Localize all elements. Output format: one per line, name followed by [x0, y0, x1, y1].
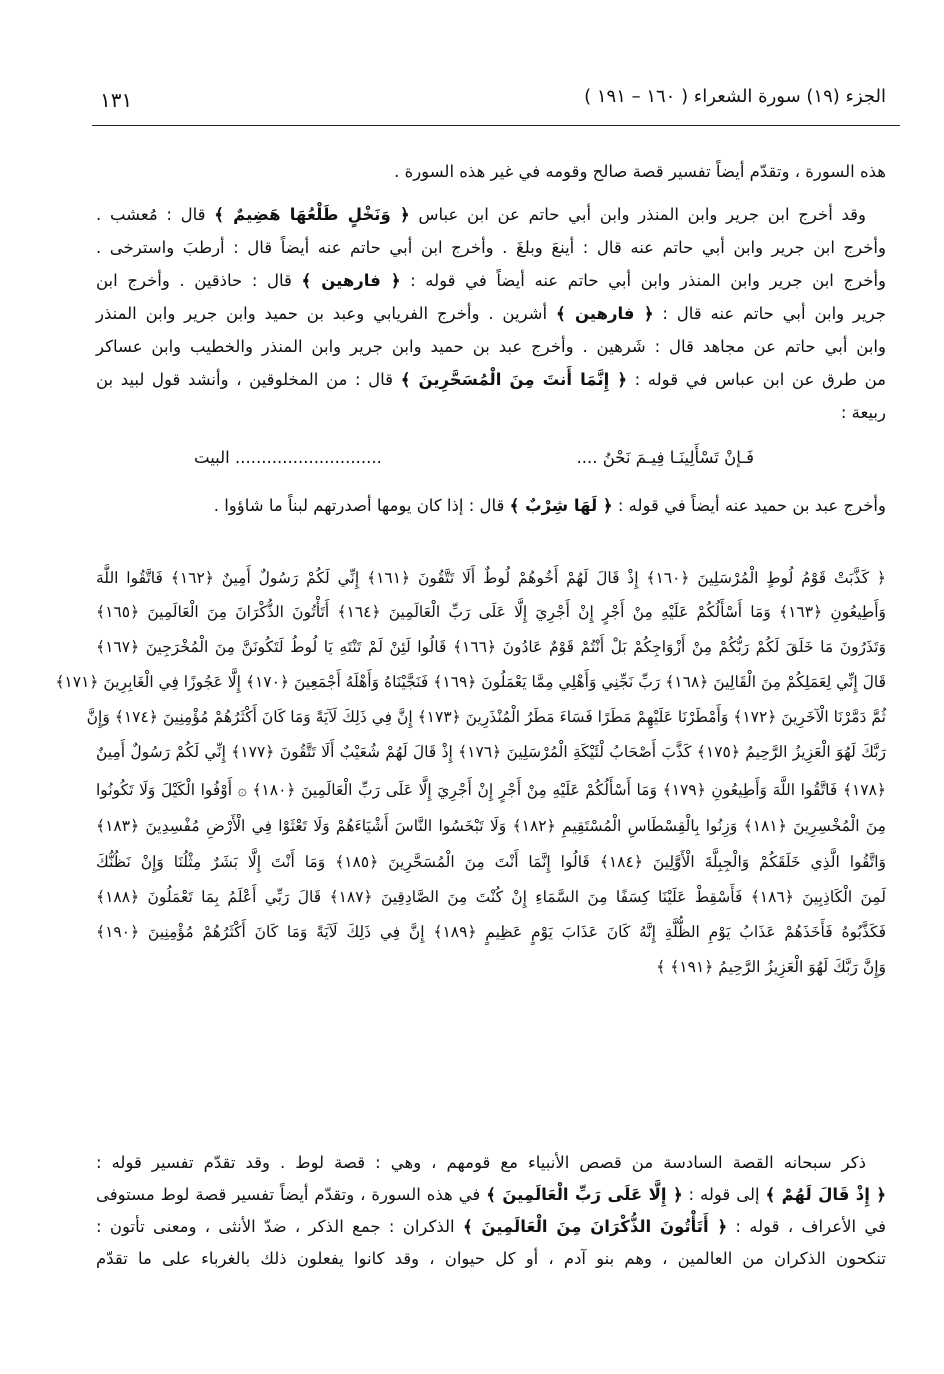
text-segment: من طرق عن ابن عباس في قوله :	[627, 370, 887, 389]
prose-bottom-line	[96, 1212, 886, 1242]
prose-bottom-line	[96, 1148, 866, 1178]
text-segment: وابن أبي حاتم عن مجاهد قال : شَرهين . وأخرج عبد بن حميد وابن جرير وابن المنذر والخطيب وابن عساكر	[96, 337, 886, 356]
quran-line	[55, 667, 886, 697]
quran-line	[96, 952, 886, 982]
prose-bottom-line	[96, 1180, 886, 1210]
quoted-verse: ﴿ فارهين ﴾	[301, 271, 401, 290]
text-segment: وَإِنَّ رَبَّكَ لَهُوَ الْعَزِيزُ الرَّحِيمُ ﴿١٩١﴾ ﴾	[656, 958, 886, 976]
text-segment: لَمِنَ الْكَاذِبِينَ ﴿١٨٦﴾ فَأَسْقِطْ عَلَيْنَا كِسَفًا مِنَ السَّمَاءِ إِنْ كُنْتَ مِنَ الصَّادِقِينَ ﴿١٨٧﴾ قَالَ رَبِّي أَعْلَمُ بِمَا تَعْمَلُونَ ﴿١٨٨﴾	[96, 888, 886, 906]
prose-top-line	[96, 398, 886, 428]
text-segment: قَالَ إِنِّي لِعَمَلِكُمْ مِنَ الْقَالِينَ ﴿١٦٨﴾ رَبِّ نَجِّنِي وَأَهْلِي مِمَّا يَعْمَلُونَ ﴿١٦٩﴾ فَنَجَّيْنَاهُ وَأَهْلَهُ أَجْمَعِينَ ﴿١٧٠﴾ إِلَّا عَجُوزًا فِي الْغَابِرِينَ ﴿١٧١﴾	[55, 673, 886, 691]
running-title: الجزء (١٩) سورة الشعراء ( ١٦٠ – ١٩١ )	[584, 86, 886, 107]
text-segment: قال : من المخلوقين ، وأنشد قول لبيد بن	[96, 370, 401, 389]
prose-top-line	[96, 332, 886, 362]
quoted-verse: ﴿ أَتَأْتُونَ الذُّكْرَانَ مِنَ الْعَالَمِينَ ﴾	[462, 1217, 728, 1236]
prose-top-line	[96, 266, 886, 296]
quoted-verse: ﴿ إِنَّمَا أَنتَ مِنَ الْمُسَحَّرِينَ ﴾	[400, 370, 628, 389]
prose-mid-line	[96, 491, 886, 521]
quran-line	[96, 737, 886, 767]
quoted-verse: ﴿ إِلَّا عَلَى رَبِّ الْعَالَمِينَ ﴾	[486, 1185, 683, 1204]
text-segment: ثُمَّ دَمَّرْنَا الْآخَرِينَ ﴿١٧٢﴾ وَأَمْطَرْنَا عَلَيْهِمْ مَطَرًا فَسَاءَ مَطَرُ الْمُنْذَرِينَ ﴿١٧٣﴾ إِنَّ فِي ذَلِكَ لَآيَةً وَمَا كَانَ أَكْثَرُهُمْ مُؤْمِنِينَ ﴿١٧٤﴾ وَإِنَّ	[86, 708, 886, 726]
quran-line	[96, 811, 886, 841]
prose-top-line	[96, 299, 886, 329]
prose-top-line	[96, 365, 886, 395]
poetry-verse	[194, 448, 754, 467]
quoted-verse: ﴿ فارهين ﴾	[555, 304, 654, 323]
page-number: ١٣١	[100, 88, 133, 112]
text-segment: قال : إذا كان يومها أصدرتهم لبناً ما شاؤوا .	[213, 496, 510, 515]
text-segment: ﴿١٧٨﴾ فَاتَّقُوا اللَّهَ وَأَطِيعُونِ ﴿١٧٩﴾ وَمَا أَسْأَلُكُمْ عَلَيْهِ مِنْ أَجْرٍ إِنْ أَجْرِيَ إِلَّا عَلَى رَبِّ الْعَالَمِينَ ﴿١٨٠﴾ ۞ أَوْفُوا الْكَيْلَ وَلَا تَكُونُوا	[96, 781, 887, 799]
text-segment: وَاتَّقُوا الَّذِي خَلَقَكُمْ وَالْجِبِلَّةَ الْأَوَّلِينَ ﴿١٨٤﴾ قَالُوا إِنَّمَا أَنْتَ مِنَ الْمُسَحَّرِينَ ﴿١٨٥﴾ وَمَا أَنْتَ إِلَّا بَشَرٌ مِثْلُنَا وَإِنْ نَظُنُّكَ	[96, 853, 886, 871]
quran-line	[86, 702, 886, 732]
text-segment: ربيعة :	[840, 403, 886, 422]
prose-top-line	[96, 157, 886, 187]
text-segment: فَكَذَّبُوهُ فَأَخَذَهُمْ عَذَابُ يَوْمِ الظُّلَّةِ إِنَّهُ كَانَ عَذَابَ يَوْمٍ عَظِيمٍ ﴿١٨٩﴾ إِنَّ فِي ذَلِكَ لَآيَةً وَمَا كَانَ أَكْثَرُهُمْ مُؤْمِنِينَ ﴿١٩٠﴾	[96, 923, 886, 941]
text-segment: تنكحون الذكران من العالمين ، وهم بنو آدم ، أو كل حيوان ، وقد كانوا يفعلون ذلك بالغرباء على ما تقدّم	[96, 1249, 886, 1268]
quoted-verse: ﴿ وَنَخْلٍ طَلْعُهَا هَضِيمٌ ﴾	[214, 205, 410, 224]
quran-line	[96, 597, 886, 627]
text-segment: وأخرج ابن جرير وابن المنذر وابن أبي حاتم عنه أيضاً في قوله :	[400, 271, 886, 290]
text-segment: الذكران : جمع الذكر ، ضدّ الأنثى ، ومعنى تأتون :	[96, 1217, 463, 1236]
text-segment: في هذه السورة ، وتقدّم أيضاً تفسير قصة لوط مستوفى	[96, 1185, 487, 1204]
text-segment: ﴿ كَذَّبَتْ قَوْمُ لُوطٍ الْمُرْسَلِينَ ﴿١٦٠﴾ إِذْ قَالَ لَهُمْ أَخُوهُمْ لُوطٌ أَلَا تَتَّقُونَ ﴿١٦١﴾ إِنِّي لَكُمْ رَسُولٌ أَمِينٌ ﴿١٦٢﴾ فَاتَّقُوا اللَّهَ	[96, 569, 886, 587]
text-segment: قال : مُعشب .	[96, 205, 215, 224]
quran-line	[96, 917, 886, 947]
quran-line	[96, 632, 886, 662]
text-segment: وأخرج عبد بن حميد عنه أيضاً في قوله :	[612, 496, 886, 515]
verse-first-hemistich: فَـإنْ تَسْأَلِينَـا فِيـمَ نَحْنُ ....	[576, 448, 754, 467]
quran-line	[96, 775, 886, 805]
quran-line	[96, 563, 886, 593]
text-segment: في الأعراف ، قوله :	[727, 1217, 886, 1236]
text-segment: وَأَطِيعُونِ ﴿١٦٣﴾ وَمَا أَسْأَلُكُمْ عَلَيْهِ مِنْ أَجْرٍ إِنْ أَجْرِيَ إِلَّا عَلَى رَبِّ الْعَالَمِينَ ﴿١٦٤﴾ أَتَأْتُونَ الذُّكْرَانَ مِنَ الْعَالَمِينَ ﴿١٦٥﴾	[96, 603, 887, 621]
quran-line	[96, 882, 886, 912]
text-segment: جرير وابن أبي حاتم عنه قال :	[653, 304, 887, 323]
prose-top-line	[96, 200, 866, 230]
prose-bottom-line	[96, 1244, 886, 1274]
text-segment: وقد أخرج ابن جرير وابن المنذر وابن أبي حاتم عن ابن عباس	[409, 205, 867, 224]
text-segment: ذكر سبحانه القصة السادسة من قصص الأنبياء مع قومهم ، وهي : قصة لوط . وقد تقدّم تفسير قوله :	[96, 1153, 866, 1172]
prose-top-line	[96, 233, 886, 263]
text-segment: أشرين . وأخرج الفريابي وعبد بن حميد وابن جرير وابن المنذر	[96, 304, 556, 323]
quoted-verse: ﴿ لَهَا شِرْبٌ ﴾	[509, 496, 613, 515]
text-segment: هذه السورة ، وتقدّم أيضاً تفسير قصة صالح وقومه في غير هذه السورة .	[394, 162, 886, 181]
text-segment: وأخرج ابن جرير وابن أبي حاتم عنه قال : أينعَ وبلغَ . وأخرج ابن أبي حاتم عنه أيضاً قال : أرطبَ واسترخى .	[96, 238, 886, 257]
quran-line	[96, 847, 886, 877]
verse-second-hemistich: ............................ البيت	[194, 448, 382, 467]
text-segment: مِنَ الْمُخْسِرِينَ ﴿١٨١﴾ وَزِنُوا بِالْقِسْطَاسِ الْمُسْتَقِيمِ ﴿١٨٢﴾ وَلَا تَبْخَسُوا النَّاسَ أَشْيَاءَهُمْ وَلَا تَعْثَوْا فِي الْأَرْضِ مُفْسِدِينَ ﴿١٨٣﴾	[96, 817, 886, 835]
text-segment: وَتَذَرُونَ مَا خَلَقَ لَكُمْ رَبُّكُمْ مِنْ أَزْوَاجِكُمْ بَلْ أَنْتُمْ قَوْمٌ عَادُونَ ﴿١٦٦﴾ قَالُوا لَئِنْ لَمْ تَنْتَهِ يَا لُوطُ لَتَكُونَنَّ مِنَ الْمُخْرَجِينَ ﴿١٦٧﴾	[96, 638, 886, 656]
text-segment: إلى قوله :	[682, 1185, 766, 1204]
header-rule	[92, 125, 900, 126]
text-segment: رَبَّكَ لَهُوَ الْعَزِيزُ الرَّحِيمُ ﴿١٧٥﴾ كَذَّبَ أَصْحَابُ لْئَيْكَةِ الْمُرْسَلِينَ ﴿١٧٦﴾ إِذْ قَالَ لَهُمْ شُعَيْبٌ أَلَا تَتَّقُونَ ﴿١٧٧﴾ إِنِّي لَكُمْ رَسُولٌ أَمِينٌ	[96, 743, 887, 761]
text-segment: قال : حاذقين . وأخرج ابن	[96, 271, 302, 290]
quoted-verse: ﴿ إِذْ قَالَ لَهُمْ ﴾	[765, 1185, 887, 1204]
